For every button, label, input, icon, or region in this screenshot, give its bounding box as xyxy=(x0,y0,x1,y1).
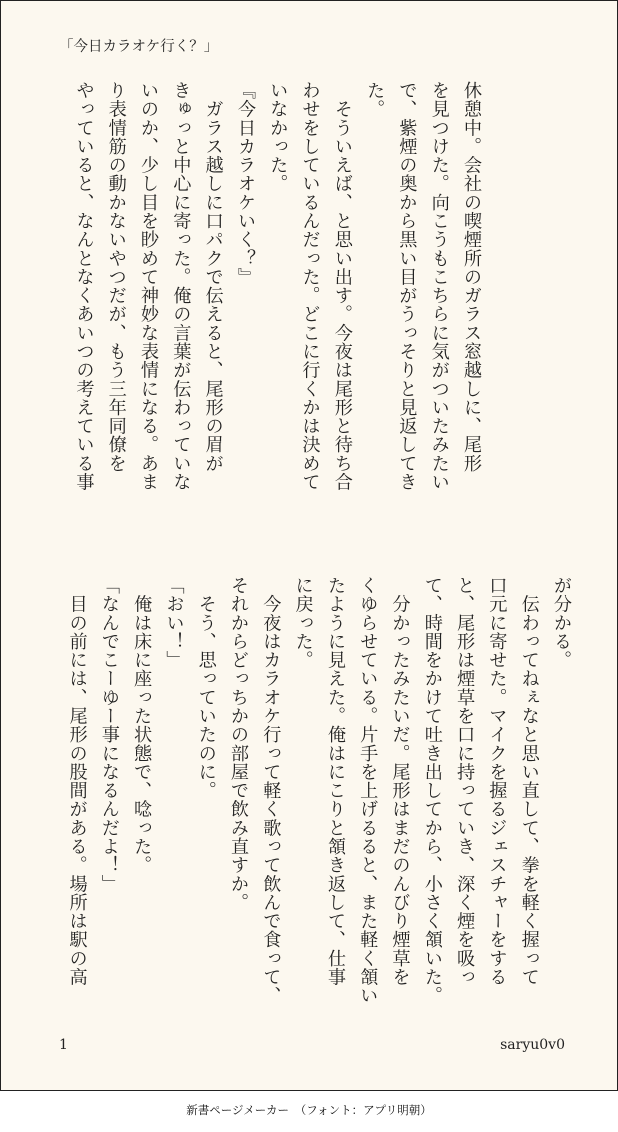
text-line: たように見えた。俺はにこりと頷き返して、仕事 xyxy=(324,576,346,987)
text-line: 俺は床に座った状態で、唸った。 xyxy=(131,576,153,875)
text-line: 「なんでこーゆー事になるんだよ！」 xyxy=(98,576,120,893)
text-line: て、時間をかけて吐き出してから、小さく頷いた。 xyxy=(421,576,443,1005)
text-line: それからどっちかの部屋で飲み直すか。 xyxy=(228,576,250,912)
text-line: そう、思っていたのに。 xyxy=(195,576,217,800)
text-line: 今夜はカラオケ行って軽く歌って飲んで食って、 xyxy=(260,576,282,1005)
author-name: saryu0v0 xyxy=(500,1037,565,1053)
text-line: り表情筋の動かないやつだが、もう三年同僚を xyxy=(105,81,127,473)
text-line: きゅっと中心に寄った。俺の言葉が伝わっていな xyxy=(170,81,192,492)
text-line: わせをしているんだった。どこに行くかは決めて xyxy=(299,81,321,492)
text-line: そういえば、と思い出す。今夜は尾形と待ち合 xyxy=(331,81,353,492)
page-number: 1 xyxy=(59,1037,68,1053)
text-line: やっていると、なんとなくあいつの考えている事 xyxy=(73,81,95,492)
text-line: いなかった。 xyxy=(267,81,289,193)
text-line: を見つけた。向こうもこちらに気がついたみたい xyxy=(428,81,450,492)
text-line: 「おい！」 xyxy=(163,576,185,670)
text-line: が分かる。 xyxy=(551,576,572,670)
text-line: 伝わってねぇなと思い直して、拳を軽く握って xyxy=(518,576,540,987)
text-line: 休憩中。会社の喫煙所のガラス窓越しに、尾形 xyxy=(461,81,482,473)
footer-credit: 新書ページメーカー （フォント：アプリ明朝） xyxy=(186,1103,432,1117)
text-line: くゆらせている。片手を上げるると、また軽く頷い xyxy=(357,576,379,1005)
text-line: と、尾形は煙草を口に持っていき、深く煙を吸っ xyxy=(454,576,476,987)
text-line: 目の前には、尾形の股間がある。場所は駅の高 xyxy=(66,576,88,987)
text-line: ガラス越しに口パクで伝えると、尾形の眉が xyxy=(202,81,224,473)
text-line: 口元に寄せた。マイクを握るジェスチャーをする xyxy=(486,576,508,987)
text-line: た。 xyxy=(364,81,386,119)
text-line: いのか、少し目を眇めて神妙な表情になる。あま xyxy=(138,81,160,492)
upper-text-block xyxy=(67,81,487,521)
text-line: に戻った。 xyxy=(292,576,314,670)
text-line: 分かったみたいだ。尾形はまだのんびり煙草を xyxy=(389,576,411,987)
text-line: 『今日カラオケいく？』 xyxy=(234,81,256,287)
text-line: で、紫煙の奥から黒い目がうっそりと見返してき xyxy=(396,81,418,492)
lower-text-block xyxy=(60,576,577,1005)
page-title: 「今日カラオケ行く？」 xyxy=(59,39,219,55)
